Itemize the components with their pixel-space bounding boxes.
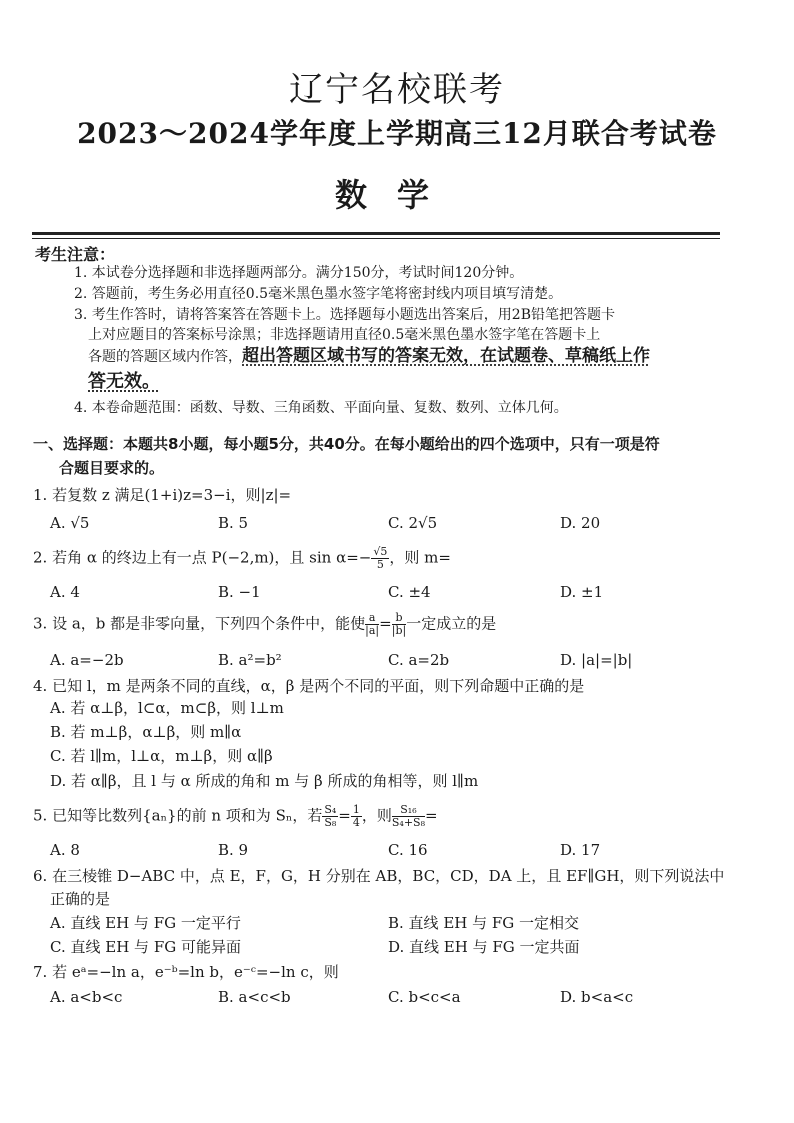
q3-fraction-b: [392, 612, 406, 637]
q4-option-b: B. 若 m⊥β，α⊥β，则 m∥α: [50, 723, 242, 741]
section-heading-line1: 一、选择题：本题共8小题，每小题5分，共40分。在每小题给出的四个选项中，只有一项是符: [33, 435, 660, 453]
q5-stem-a: 5. 已知等比数列{aₙ}的前 n 项和为 Sₙ，若: [33, 806, 323, 825]
q3-frac2-den: |b|: [391, 624, 407, 637]
q3-equals: =: [379, 614, 392, 633]
q2-stem-a: 2. 若角 α 的终边上有一点 P(−2,m)，且 sin α=−: [33, 548, 372, 567]
q3-option-c: C. a=2b: [388, 651, 450, 669]
q5-frac1-num: S₄: [324, 803, 337, 816]
q5-stem-mid: ，则: [361, 806, 392, 825]
q2-frac-den: 5: [376, 558, 384, 571]
question-3-stem: [33, 612, 733, 637]
notice-item-3-cont-2-text: 各题的答题区域内作答，: [88, 349, 242, 365]
q2-option-d: D. ±1: [560, 583, 604, 601]
q5-option-b: B. 9: [218, 841, 249, 859]
question-6-stem: 6. 在三棱锥 D−ABC 中，点 E，F，G，H 分别在 AB，BC，CD，DA 上，且 EF∥GH，则下列说法中: [33, 867, 725, 885]
notice-heading: 考生注意：: [35, 245, 116, 264]
notice-item-4: 4. 本卷命题范围：函数、导数、三角函数、平面向量、复数、数列、立体几何。: [74, 400, 568, 416]
q6-option-a: A. 直线 EH 与 FG 一定平行: [50, 914, 241, 932]
header-rule-thick: [32, 232, 720, 235]
question-1-stem: 1. 若复数 z 满足(1+i)z=3−i，则|z|=: [33, 486, 292, 504]
q5-frac1-den: S₈: [324, 816, 337, 829]
q5-frac3-num: S₁₆: [392, 804, 425, 817]
q6-option-c: C. 直线 EH 与 FG 可能异面: [50, 938, 241, 956]
notice-emphasis-end: [88, 370, 738, 394]
q7-option-c: C. b<c<a: [388, 988, 461, 1006]
q2-option-a: A. 4: [50, 583, 80, 601]
notice-emphasis-text: 超出答题区域书写的答案无效，在试题卷、草稿纸上作: [242, 346, 650, 366]
section-heading-line2: 合题目要求的。: [59, 459, 165, 477]
q3-frac1-den: |a|: [365, 624, 380, 637]
q5-fraction-b: [351, 804, 362, 829]
q2-option-b: B. −1: [218, 583, 261, 601]
notice-item-3-cont-1: 上对应题目的答案标号涂黑；非选择题请用直径0.5毫米黑色墨水签字笔在答题卡上: [88, 327, 601, 343]
q3-option-d: D. |a|=|b|: [560, 651, 633, 669]
notice-item-2: 2. 答题前，考生务必用直径0.5毫米黑色墨水签字笔将密封线内项目填写清楚。: [74, 286, 563, 302]
question-4-stem: 4. 已知 l，m 是两条不同的直线，α，β 是两个不同的平面，则下列命题中正确的是: [33, 677, 585, 695]
q3-stem-a: 3. 设 a，b 都是非零向量，下列四个条件中，能使: [33, 614, 366, 633]
q5-stem-b: =: [425, 806, 438, 825]
q7-option-d: D. b<a<c: [560, 988, 634, 1006]
q5-fraction-c: [392, 804, 425, 829]
q4-option-c: C. 若 l∥m，l⊥α，m⊥β，则 α∥β: [50, 747, 273, 765]
q3-frac1-num: a: [365, 612, 379, 625]
q6-option-d: D. 直线 EH 与 FG 一定共面: [388, 938, 580, 956]
q3-option-b: B. a²=b²: [218, 651, 282, 669]
q3-stem-b: 一定成立的是: [406, 614, 497, 633]
q3-fraction-a: [365, 612, 379, 637]
q5-option-a: A. 8: [50, 841, 80, 859]
q1-option-c: C. 2√5: [388, 514, 438, 532]
exam-organizer-title: 辽宁名校联考: [289, 70, 505, 110]
q1-option-d: D. 20: [560, 514, 601, 532]
q5-option-d: D. 17: [560, 841, 601, 859]
q5-frac3-den: S₄+S₈: [391, 816, 425, 829]
notice-item-1: 1. 本试卷分选择题和非选择题两部分。满分150分，考试时间120分钟。: [74, 265, 524, 281]
q2-fraction: [371, 546, 389, 571]
question-5-stem: [33, 804, 733, 829]
question-2-stem: [33, 546, 733, 571]
q5-frac2-num: 1: [352, 803, 360, 816]
notice-emphasis-end-text: 答无效。: [88, 371, 160, 392]
q3-frac2-num: b: [392, 612, 406, 625]
q5-option-c: C. 16: [388, 841, 428, 859]
q1-option-a: A. √5: [50, 514, 90, 532]
subject-title: 数学: [334, 176, 459, 214]
exam-name-title: 2023～2024学年度上学期高三12月联合考试卷: [77, 117, 717, 150]
q2-option-c: C. ±4: [388, 583, 431, 601]
q4-option-a: A. 若 α⊥β，l⊂α，m⊂β，则 l⊥m: [50, 699, 284, 717]
q7-option-b: B. a<c<b: [218, 988, 291, 1006]
q6-option-b: B. 直线 EH 与 FG 一定相交: [388, 914, 580, 932]
question-7-stem: 7. 若 eᵃ=−ln a，e⁻ᵇ=ln b，e⁻ᶜ=−ln c，则: [33, 963, 339, 981]
q1-option-b: B. 5: [218, 514, 249, 532]
q3-option-a: A. a=−2b: [50, 651, 124, 669]
notice-item-3: 3. 考生作答时，请将答案答在答题卡上。选择题每小题选出答案后，用2B铅笔把答题卡: [74, 307, 616, 323]
section-heading: [33, 432, 733, 480]
q5-equals: =: [338, 806, 351, 825]
header-rule-thin: [32, 238, 720, 239]
notice-item-3-cont-2: [88, 346, 728, 367]
q4-option-d: D. 若 α∥β，且 l 与 α 所成的角和 m 与 β 所成的角相等，则 l∥m: [50, 772, 479, 790]
q2-stem-b: ，则 m=: [389, 548, 451, 567]
question-6-stem-cont: 正确的是: [50, 890, 111, 908]
q2-frac-num: √5: [373, 545, 388, 558]
q5-fraction-a: [322, 804, 338, 829]
q5-frac2-den: 4: [352, 816, 360, 829]
q7-option-a: A. a<b<c: [50, 988, 123, 1006]
